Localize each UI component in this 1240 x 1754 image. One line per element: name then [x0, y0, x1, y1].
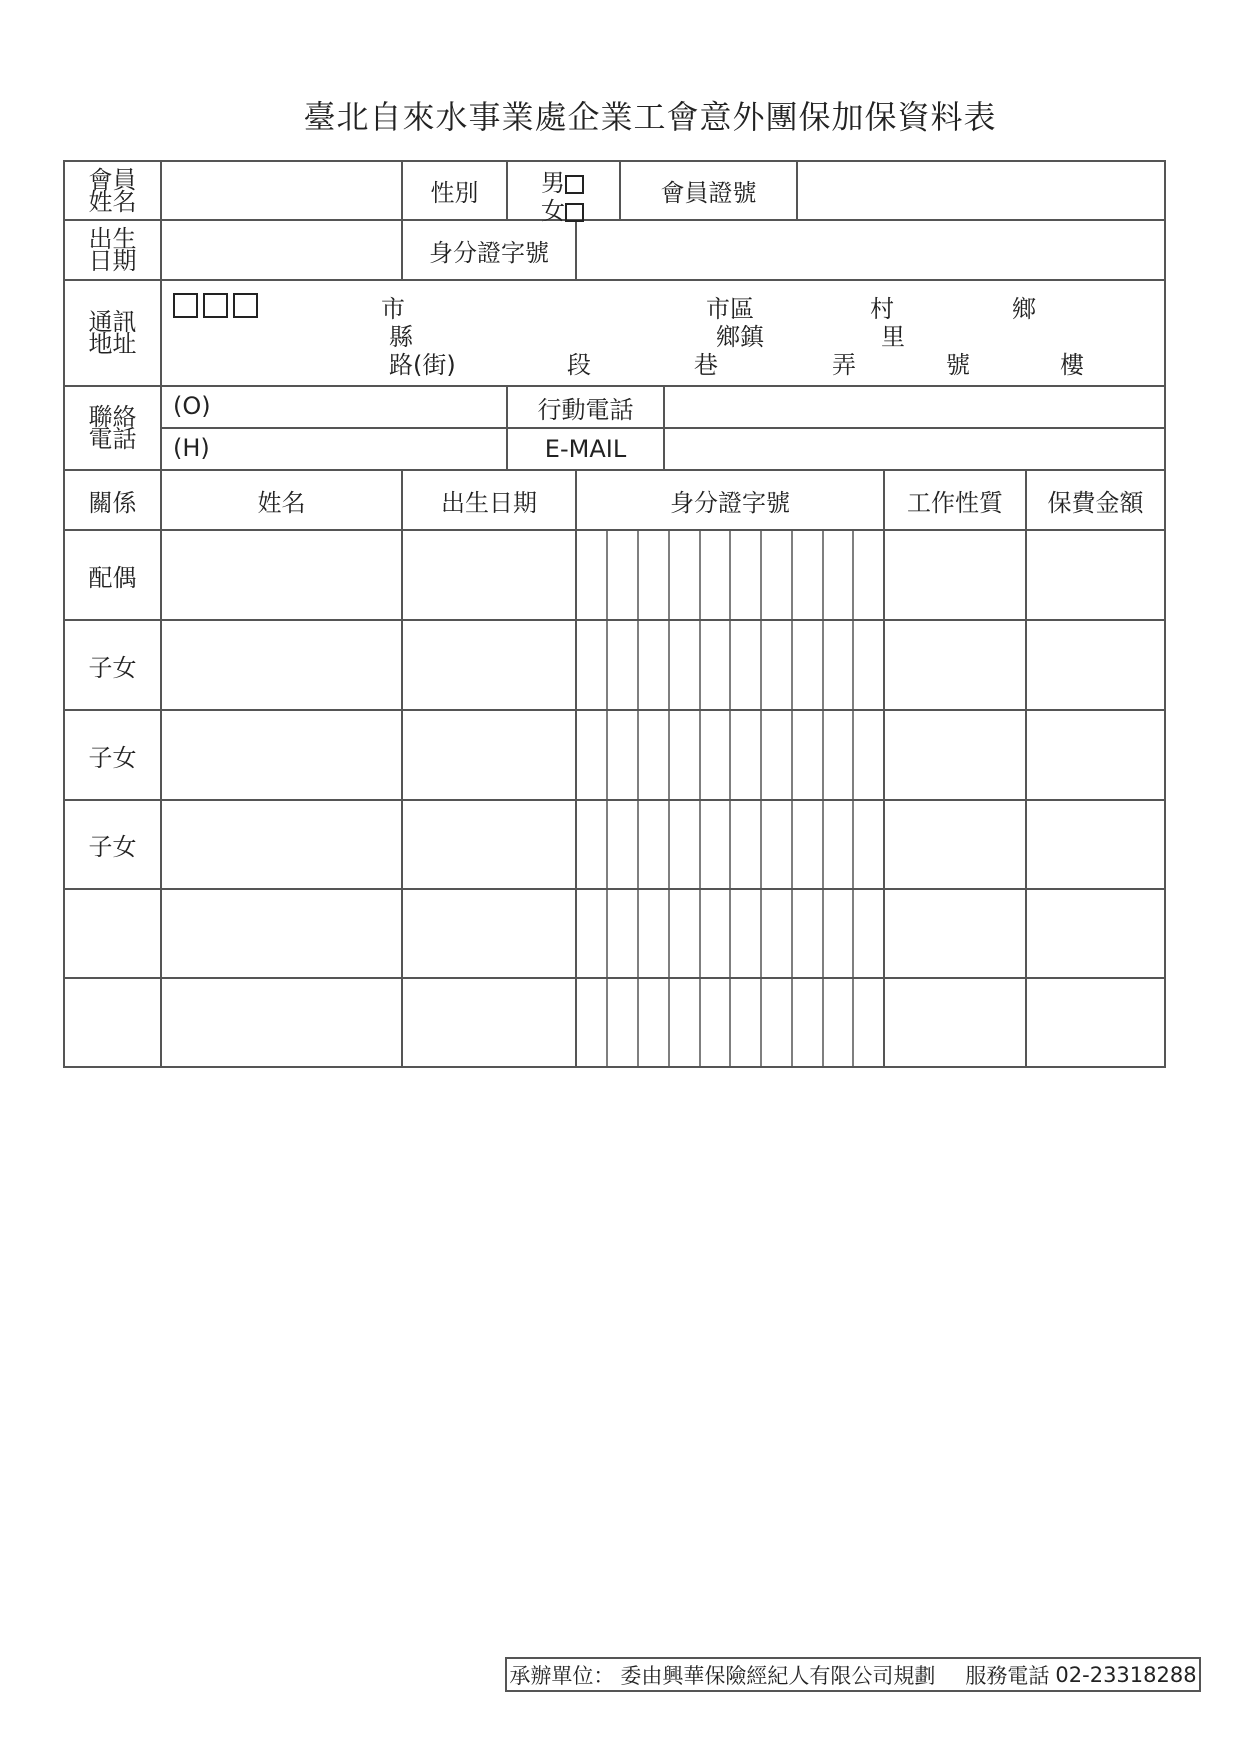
address-field[interactable] [161, 280, 1165, 386]
address-road: 路(街) [389, 351, 456, 379]
postal-code-box[interactable] [173, 293, 198, 318]
office-phone-field[interactable] [161, 386, 507, 428]
address-town: 鄉鎮 [716, 323, 764, 351]
header-job-type: 工作性質 [907, 488, 1003, 517]
female-checkbox[interactable] [565, 203, 584, 222]
header-relation: 關係 [88, 488, 137, 517]
family-row-relation: 子女 [88, 653, 137, 682]
postal-code-boxes[interactable] [173, 293, 263, 318]
gender-male-option[interactable]: 男 [541, 163, 584, 198]
address-section: 段 [567, 351, 591, 379]
birth-date-label: 出生 日期 [88, 225, 137, 275]
card-no-field[interactable] [797, 161, 1165, 220]
family-table-body[interactable] [161, 530, 1165, 1067]
address-li: 里 [881, 323, 905, 351]
contact-phone-label: 聯絡 電話 [88, 403, 137, 453]
header-birth-date: 出生日期 [441, 488, 537, 517]
header-id-number: 身分證字號 [670, 488, 790, 517]
home-phone-field[interactable] [161, 428, 507, 470]
family-row-relation [64, 889, 161, 978]
address-number: 號 [946, 351, 970, 379]
mobile-label: 行動電話 [537, 395, 634, 424]
address-alley: 弄 [832, 351, 856, 379]
birth-date-field[interactable] [161, 220, 402, 280]
address-label: 通訊 地址 [88, 308, 137, 358]
family-row-relation [64, 978, 161, 1067]
address-xiang: 鄉 [1012, 295, 1036, 323]
id-number-field[interactable] [576, 220, 1165, 280]
address-district: 市區 [706, 295, 754, 323]
header-premium: 保費金額 [1047, 488, 1144, 517]
postal-code-box[interactable] [233, 293, 258, 318]
address-city: 市 [381, 295, 405, 323]
mobile-field[interactable] [664, 386, 1165, 428]
email-field[interactable] [664, 428, 1165, 470]
address-village: 村 [870, 295, 894, 323]
postal-code-box[interactable] [203, 293, 228, 318]
address-lane: 巷 [694, 351, 718, 379]
service-phone-value: 02-23318288 [1055, 1662, 1197, 1687]
card-no-label: 會員證號 [660, 179, 757, 207]
family-row-relation: 配偶 [88, 563, 137, 592]
family-row-relation: 子女 [88, 833, 137, 861]
header-name: 姓名 [257, 488, 306, 517]
form-title: 臺北自來水事業處企業工會意外團保加保資料表 [303, 98, 997, 136]
member-name-field[interactable] [161, 161, 402, 220]
gender-label: 性別 [430, 179, 479, 207]
gender-options [507, 161, 620, 225]
family-row-relation: 子女 [88, 743, 137, 772]
id-number-label: 身分證字號 [429, 238, 549, 267]
member-name-label: 會員 姓名 [88, 165, 137, 216]
organizer-label: 承辦單位： [509, 1663, 615, 1688]
address-county: 縣 [389, 323, 413, 351]
gender-female-option[interactable]: 女 [541, 191, 584, 226]
service-phone-label: 服務電話 [965, 1663, 1050, 1688]
home-phone-label: (H) [173, 434, 210, 462]
organizer-value: 委由興華保險經紀人有限公司規劃 [620, 1663, 936, 1688]
office-phone-label: (O) [173, 392, 211, 420]
email-label: E-MAIL [544, 435, 627, 463]
address-floor: 樓 [1060, 351, 1084, 379]
footer-organizer-box [505, 1657, 1201, 1692]
